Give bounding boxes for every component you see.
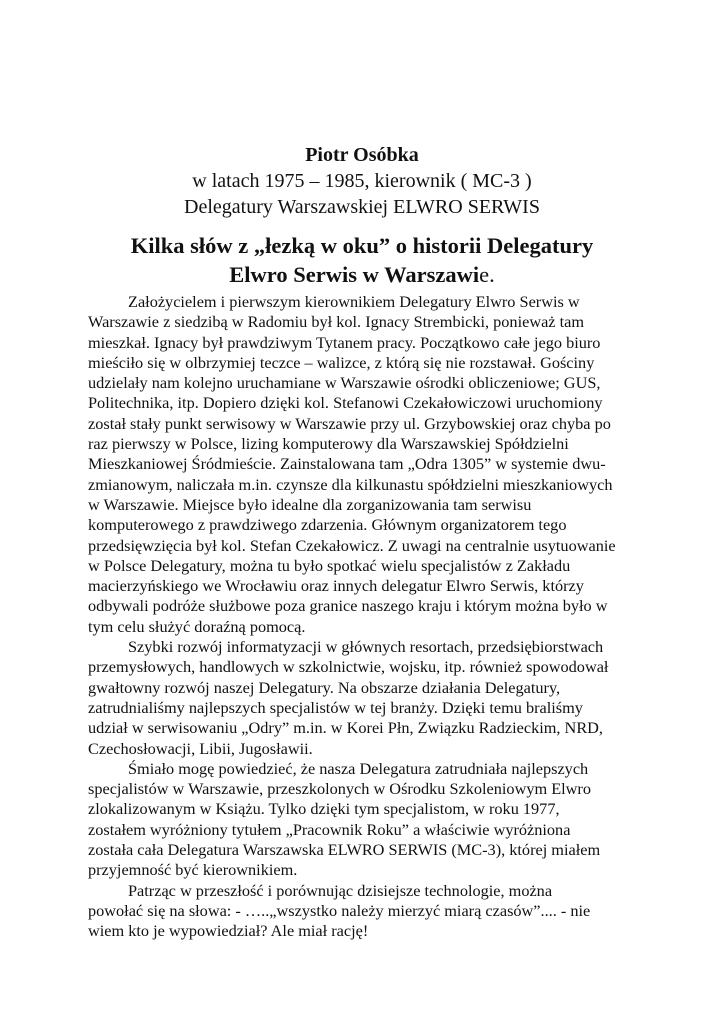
paragraph (88, 637, 642, 759)
document-header (0, 142, 724, 220)
paragraph-line: powołać się na słowa: - …..„wszystko należy mierzyć miarą czasów”.... - nie (88, 900, 591, 920)
paragraph-line: zmianowym, naliczała m.in. czynsze dla kilkunastu spółdzielni mieszkaniowych (88, 474, 613, 494)
paragraph-line: Mieszkaniowej Śródmieście. Zainstalowana tam „Odra 1305” w systemie dwu- (88, 454, 606, 474)
paragraph-line: zlokalizowanym w Książu. Tylko dzięki tym specjalistom, w roku 1977, (88, 799, 560, 819)
paragraph (88, 292, 642, 637)
paragraph-line: przyjemność być kierownikiem. (88, 860, 298, 880)
paragraph-line: specjalistów w Warszawie, przeszkolonych w Ośrodku Szkoleniowym Elwro (88, 779, 591, 799)
paragraph-line: Politechnika, itp. Dopiero dzięki kol. Stefanowi Czekałowiczowi uruchomiony (88, 393, 603, 413)
paragraph-line: Śmiało mogę powiedzieć, że nasza Delegatura zatrudniała najlepszych (128, 758, 589, 778)
paragraph-line: w Polsce Delegatury, można tu było spotkać wielu specjalistów z Zakładu (88, 555, 571, 575)
title-line-2-tail: e. (479, 262, 495, 287)
paragraph (88, 759, 642, 881)
paragraph-line: Warszawie z siedzibą w Radomiu był kol. Ignacy Strembicki, ponieważ tam (88, 312, 585, 332)
paragraph-line: udział w serwisowaniu „Odry” m.in. w Korei Płn, Związku Radzieckim, NRD, (88, 718, 604, 738)
paragraph-line: został stały punkt serwisowy w Warszawie przy ul. Grzybowskiej oraz chyba po (88, 413, 611, 433)
paragraph-line: przemysłowych, handlowych w szkolnictwie, wojsku, itp. również spowodował (88, 657, 609, 677)
paragraph-line: raz pierwszy w Polsce, lizing komputerowy dla Warszawskiej Spółdzielni (88, 434, 569, 454)
paragraph-line: Założycielem i pierwszym kierownikiem Delegatury Elwro Serwis w (128, 292, 580, 311)
paragraph-line: zostałem wyróżniony tytułem „Pracownik Roku” a właściwie wyróżniona (88, 819, 571, 839)
paragraph-line: tym celu służyć doraźną pomocą. (88, 616, 306, 636)
paragraph-line: Patrząc w przeszłość i porównując dzisiejsze technologie, można (128, 880, 553, 900)
paragraph-line: macierzyńskiego we Wrocławiu oraz innych delegatur Elwro Serwis, którzy (88, 576, 584, 596)
author-role-line: w latach 1975 – 1985, kierownik ( MC-3 ) (192, 170, 532, 192)
paragraph-line: odbywali podróże służbowe poza granice naszego kraju i którym można było w (88, 596, 608, 616)
paragraph-line: komputerowego z prawdziwego zdarzenia. Głównym organizatorem tego (88, 515, 567, 535)
paragraph-line: udzielały nam kolejno uruchamiane w Warszawie ośrodki obliczeniowe; GUS, (88, 373, 601, 393)
paragraph-line: gwałtowny rozwój naszej Delegatury. Na obszarze działania Delegatury, (88, 677, 561, 697)
document-title (60, 231, 664, 289)
paragraph-line: Szybki rozwój informatyzacji w głównych resortach, przedsiębiorstwach (128, 637, 604, 657)
paragraph (88, 881, 642, 942)
author-unit-line: Delegatury Warszawskiej ELWRO SERWIS (184, 196, 540, 218)
author-name: Piotr Osóbka (305, 144, 419, 166)
paragraph-line: wiem kto je wypowiedział? Ale miał rację! (88, 921, 369, 941)
paragraph-line: została cała Delegatura Warszawska ELWRO SERWIS (MC-3), której miałem (88, 840, 601, 860)
paragraph-line: w Warszawie. Miejsce było idealne dla zorganizowania tam serwisu (88, 494, 532, 514)
paragraph-line: zatrudnialiśmy najlepszych specjalistów w tej branży. Dzięki temu braliśmy (88, 697, 583, 717)
document-body (88, 292, 642, 942)
paragraph-line: przedsięwzięcia był kol. Stefan Czekałowicz. Z uwagi na centralnie usytuowanie (88, 535, 616, 555)
title-line-1: Kilka słów z „łezką w oku” o historii Delegatury (130, 233, 594, 258)
paragraph-line: mieszkał. Ignacy był prawdziwym Tytanem pracy. Początkowo całe jego biuro (88, 332, 601, 352)
title-line-2: Elwro Serwis w Warszawi (229, 262, 480, 287)
paragraph-line: Czechosłowacji, Libii, Jugosławii. (88, 738, 313, 758)
paragraph-line: mieściło się w olbrzymiej teczce – walizce, z którą się nie rozstawał. Gościny (88, 352, 595, 372)
